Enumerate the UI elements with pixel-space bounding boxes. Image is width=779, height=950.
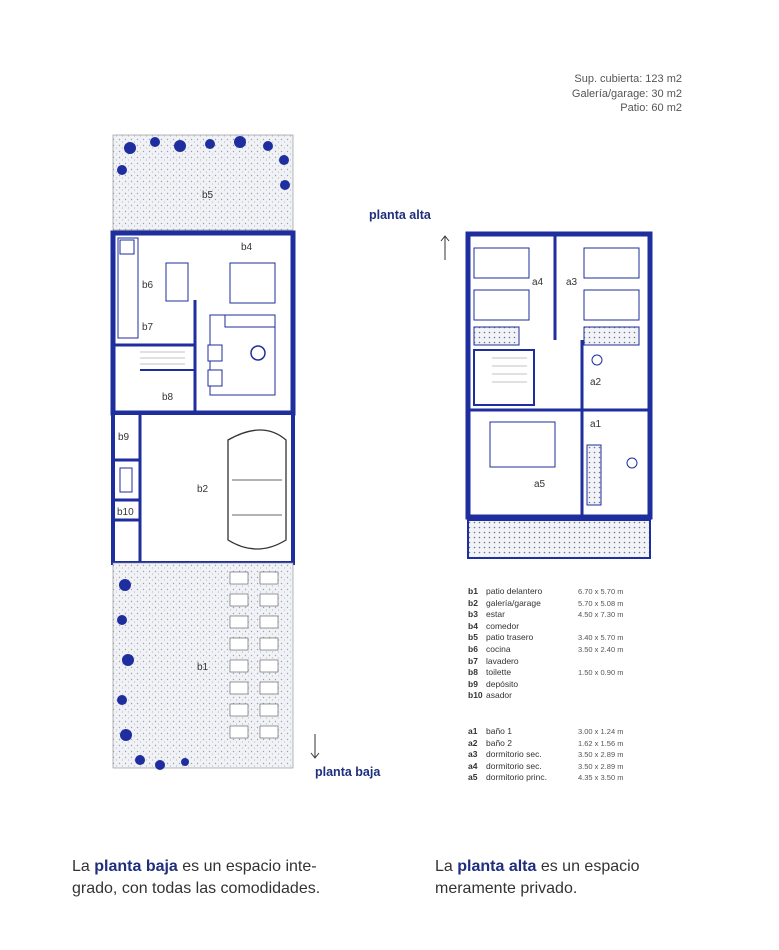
- legend-ground: [468, 586, 638, 702]
- caption-ground: La planta baja es un espacio inte- grado, con todas las comodidades.: [72, 858, 321, 897]
- room-b8: b8: [162, 392, 174, 403]
- legend-row: a5 dormitorio princ. 4.35 x 3.50 m: [468, 772, 624, 783]
- legend-row: b1 patio delantero 6.70 x 5.70 m: [468, 586, 624, 596]
- legend-row: a3 dormitorio sec. 3.50 x 2.89 m: [468, 749, 624, 760]
- legend-row: a4 dormitorio sec. 3.50 x 2.89 m: [468, 760, 624, 771]
- legend-row: b2 galería/garage 5.70 x 5.08 m: [468, 597, 624, 608]
- caption-upper: La planta alta es un espacio meramente privado.: [435, 858, 640, 897]
- room-b4: b4: [241, 242, 253, 253]
- legend-row: b10 asador: [468, 690, 512, 701]
- room-b6: b6: [142, 280, 154, 291]
- room-a4: a4: [532, 277, 544, 288]
- upper-floor-plan: [462, 230, 662, 562]
- room-b5: b5: [202, 190, 214, 201]
- area-garage: Galería/garage: 30 m2: [571, 87, 682, 100]
- room-a5: a5: [534, 479, 546, 490]
- upper-floor-label: planta alta: [369, 208, 431, 222]
- legend-row: b5 patio trasero 3.40 x 5.70 m: [468, 632, 624, 643]
- room-b1: b1: [197, 662, 209, 673]
- legend-row: b8 toilette 1.50 x 0.90 m: [468, 667, 624, 678]
- ground-floor-plan: [100, 120, 310, 785]
- down-arrow-icon: [308, 732, 322, 760]
- room-b7: b7: [142, 322, 154, 333]
- area-summary: [572, 72, 682, 116]
- room-a2: a2: [590, 377, 602, 388]
- room-b2: b2: [197, 484, 209, 495]
- room-a1: a1: [590, 419, 602, 430]
- room-b9: b9: [118, 432, 130, 443]
- legend-row: b6 cocina 3.50 x 2.40 m: [468, 643, 624, 654]
- area-patio: Patio: 60 m2: [620, 102, 682, 114]
- up-arrow-icon: [438, 234, 452, 262]
- legend-row: b4 comedor: [468, 620, 520, 631]
- legend-row: a2 baño 2 1.62 x 1.56 m: [468, 737, 624, 748]
- balcony: [468, 520, 650, 558]
- room-a3: a3: [566, 277, 578, 288]
- room-b10: b10: [117, 507, 134, 518]
- area-covered: Sup. cubierta: 123 m2: [574, 73, 682, 85]
- legend-row: b3 estar 4.50 x 7.30 m: [468, 609, 624, 620]
- legend-row: b9 depósito: [468, 678, 519, 689]
- legend-upper: [468, 726, 638, 784]
- legend-row: a1 baño 1 3.00 x 1.24 m: [468, 726, 624, 736]
- legend-row: b7 lavadero: [468, 655, 519, 666]
- ground-floor-label: planta baja: [315, 765, 381, 779]
